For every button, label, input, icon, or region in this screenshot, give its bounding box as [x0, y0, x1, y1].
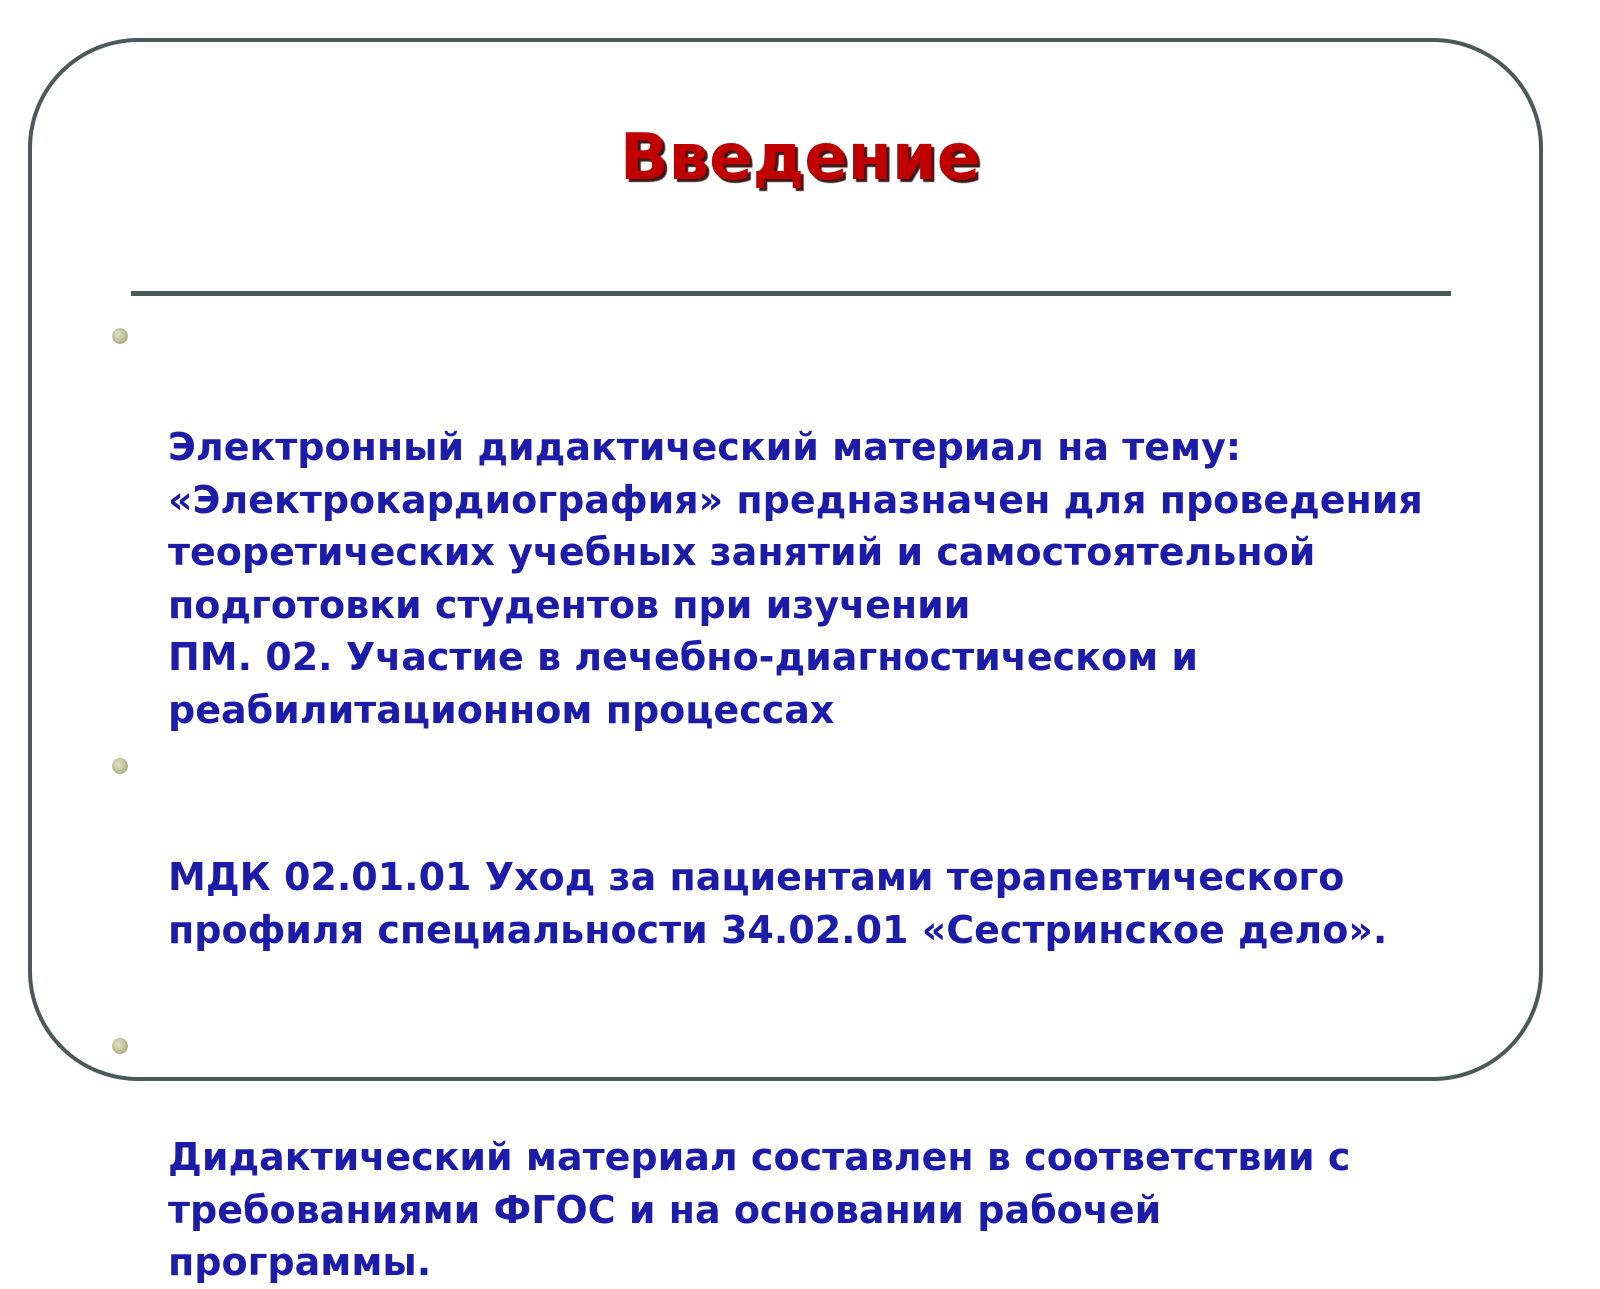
bullet-text: Дидактический материал составлен в соответствии с требованиями ФГОС и на основании рабочей программы. — [168, 1135, 1351, 1284]
bullet-item — [112, 1026, 1512, 1289]
title-divider — [131, 291, 1451, 296]
bullet-dot-icon — [112, 758, 128, 774]
bullet-dot-icon — [112, 1038, 128, 1054]
bullet-item — [112, 316, 1512, 736]
bullet-text: Электронный дидактический материал на тему: «Электрокардиография» предназначен для проведения теоретических учебных занятий и самостоятельной подготовки студентов при изучении ПМ. 02. Участие в лечебно-диагностическом и реабилитационном процессах — [168, 425, 1423, 732]
slide-title: Введение — [619, 121, 981, 195]
bullet-item — [112, 746, 1512, 956]
bullet-text: МДК 02.01.01 Уход за пациентами терапевтического профиля специальности 34.02.01 «Сестринское дело». — [168, 855, 1388, 952]
bullet-list — [112, 316, 1512, 1289]
bullet-dot-icon — [112, 328, 128, 344]
